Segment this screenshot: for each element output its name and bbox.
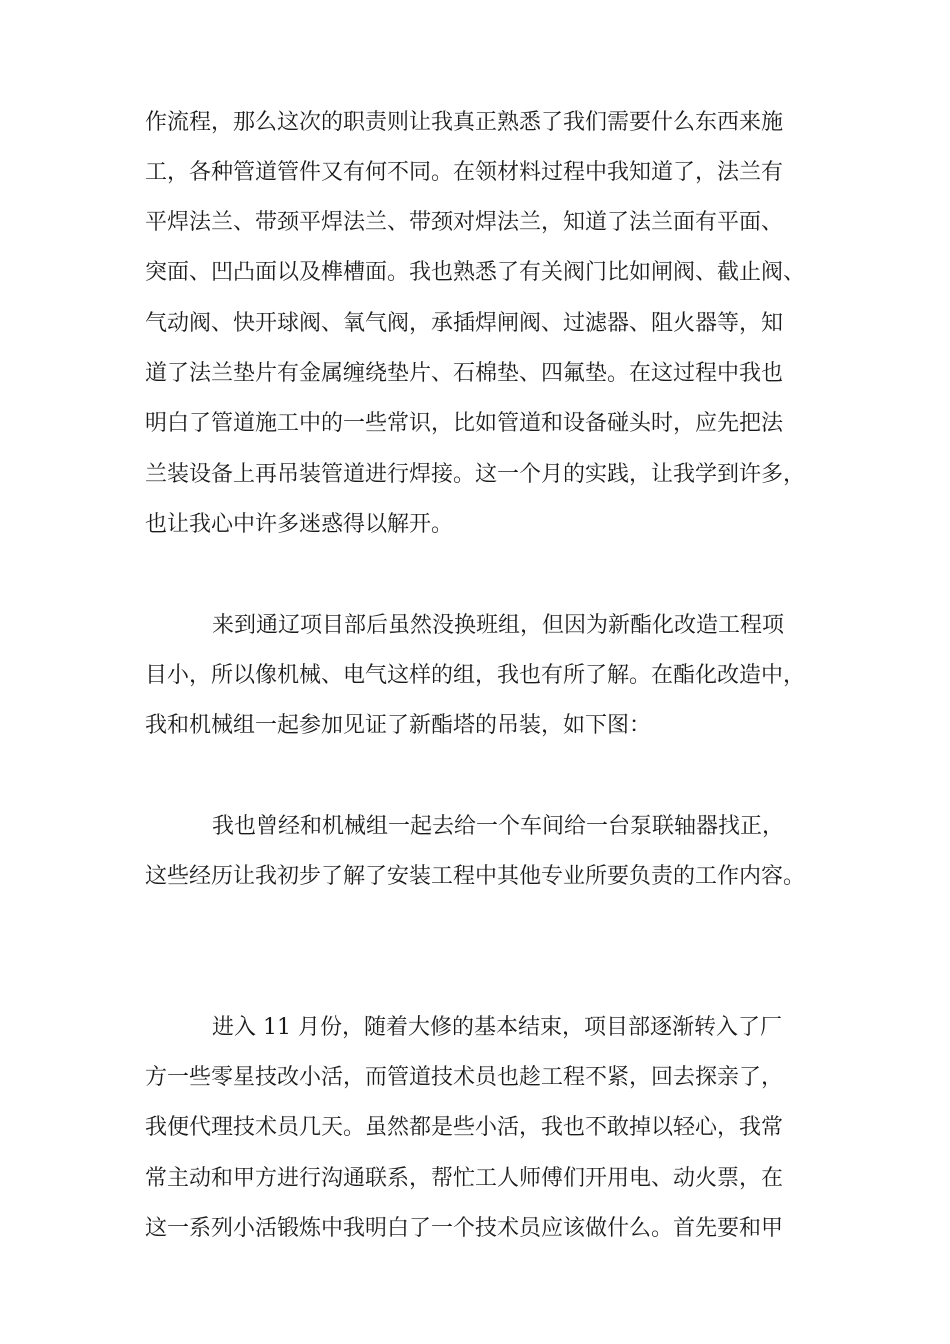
text-line: 方一些零星技改小活，而管道技术员也趁工程不紧，回去探亲了， <box>145 1065 784 1090</box>
text-line: 目小，所以像机械、电气这样的组，我也有所了解。在酯化改造中， <box>145 663 806 688</box>
text-line: 突面、凹凸面以及榫槽面。我也熟悉了有关阀门比如闸阀、截止阀、 <box>145 260 806 285</box>
text-line: 进入 11 月份，随着大修的基本结束，项目部逐渐转入了厂 <box>212 1015 782 1040</box>
text-line: 这一系列小活锻炼中我明白了一个技术员应该做什么。首先要和甲 <box>145 1216 784 1241</box>
text-line: 常主动和甲方进行沟通联系，帮忙工人师傅们开用电、动火票，在 <box>145 1166 784 1191</box>
text-line: 平焊法兰、带颈平焊法兰、带颈对焊法兰，知道了法兰面有平面、 <box>145 210 784 235</box>
text-line: 我也曾经和机械组一起去给一个车间给一台泵联轴器找正， <box>212 814 785 839</box>
text-line: 这些经历让我初步了解了安装工程中其他专业所要负责的工作内容。 <box>145 864 806 889</box>
text-line: 作流程，那么这次的职责则让我真正熟悉了我们需要什么东西来施 <box>145 110 784 135</box>
text-line: 来到通辽项目部后虽然没换班组，但因为新酯化改造工程项 <box>212 613 785 638</box>
text-line: 也让我心中许多迷惑得以解开。 <box>145 512 454 537</box>
text-line: 我便代理技术员几天。虽然都是些小活，我也不敢掉以轻心，我常 <box>145 1115 784 1140</box>
text-line: 道了法兰垫片有金属缠绕垫片、石棉垫、四氟垫。在这过程中我也 <box>145 361 784 386</box>
text-line: 我和机械组一起参加见证了新酯塔的吊装，如下图： <box>145 713 652 738</box>
text-line: 明白了管道施工中的一些常识，比如管道和设备碰头时，应先把法 <box>145 411 784 436</box>
text-line: 兰装设备上再吊装管道进行焊接。这一个月的实践，让我学到许多， <box>145 462 806 487</box>
text-line: 气动阀、快开球阀、氧气阀，承插焊闸阀、过滤器、阻火器等，知 <box>145 311 784 336</box>
text-line: 工，各种管道管件又有何不同。在领材料过程中我知道了，法兰有 <box>145 160 784 185</box>
